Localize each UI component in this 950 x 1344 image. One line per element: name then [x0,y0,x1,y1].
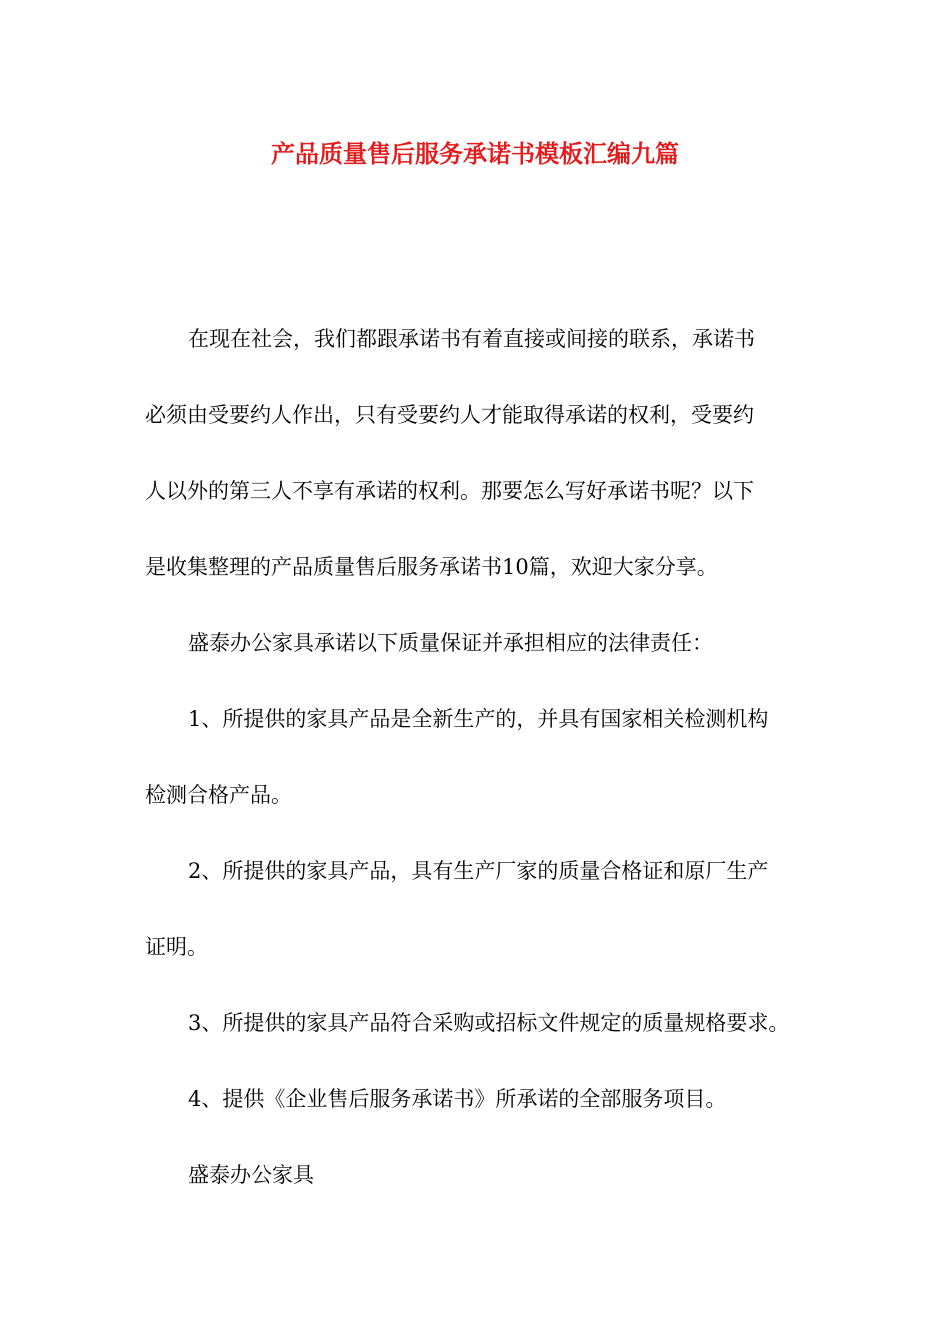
body-line: 证明。 [145,935,208,959]
body-line: 3、所提供的家具产品符合采购或招标文件规定的质量规格要求。 [188,1011,790,1035]
body-line: 检测合格产品。 [145,783,292,807]
body-line: 人以外的第三人不享有承诺的权利。那要怎么写好承诺书呢？以下 [145,479,754,503]
body-line: 是收集整理的产品质量售后服务承诺书10篇，欢迎大家分享。 [145,555,718,579]
body-line: 4、提供《企业售后服务承诺书》所承诺的全部服务项目。 [188,1087,727,1111]
body-line: 盛泰办公家具承诺以下质量保证并承担相应的法律责任： [188,631,713,655]
body-line: 必须由受要约人作出，只有受要约人才能取得承诺的权利，受要约 [145,403,754,427]
body-line: 1、所提供的家具产品是全新生产的，并具有国家相关检测机构 [188,707,769,731]
body-line: 2、所提供的家具产品，具有生产厂家的质量合格证和原厂生产 [188,859,769,883]
signature-line: 盛泰办公家具 [188,1163,314,1187]
body-line: 在现在社会，我们都跟承诺书有着直接或间接的联系，承诺书 [188,327,755,351]
document-body [145,320,810,1232]
document-title: 产品质量售后服务承诺书模板汇编九篇 [271,139,679,168]
